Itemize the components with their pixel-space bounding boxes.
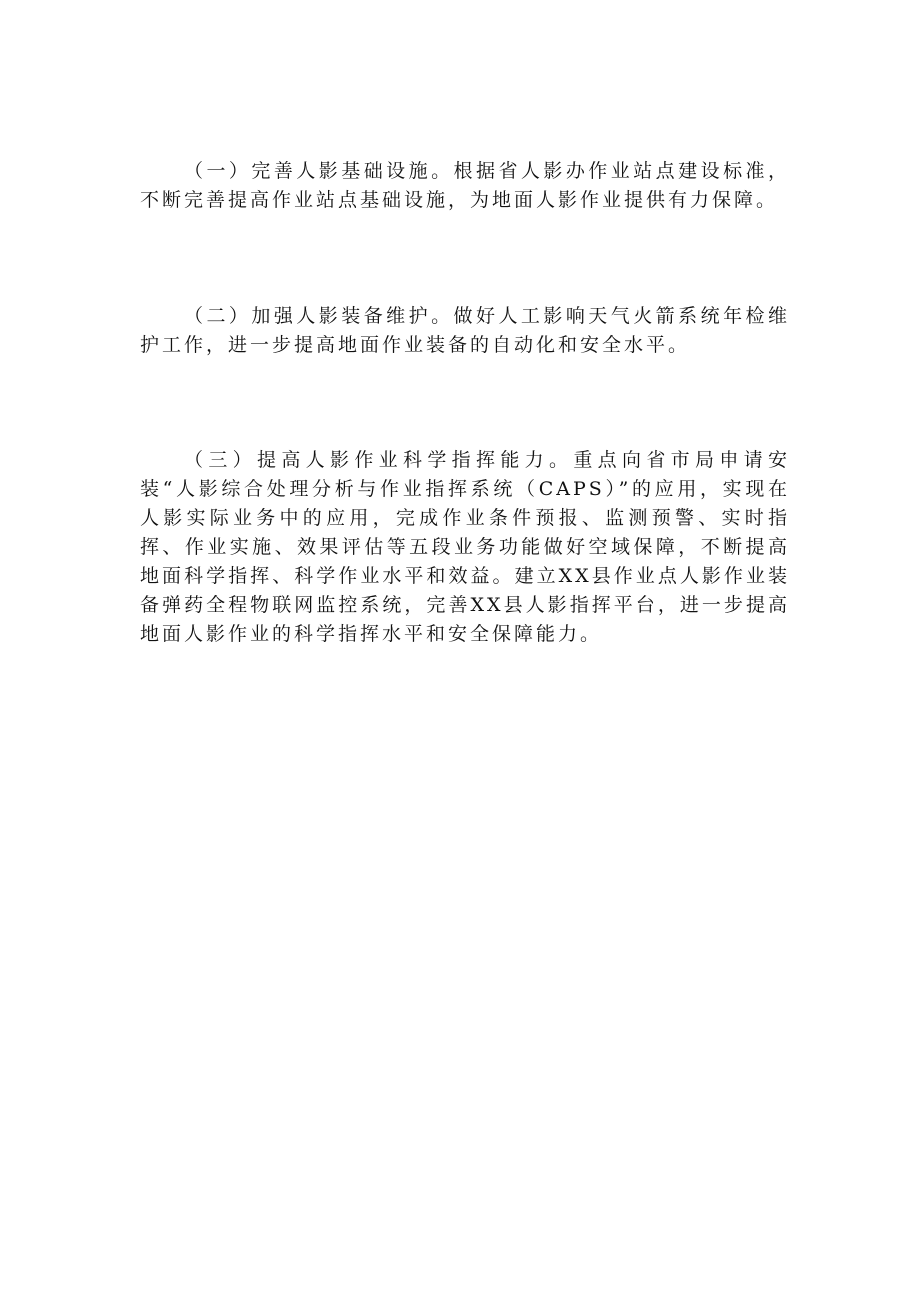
paragraph-equipment-maintenance: （二）加强人影装备维护。做好人工影响天气火箭系统年检维护工作，进一步提高地面作业装备的自动化和安全水平。 — [140, 305, 790, 356]
paragraph-infrastructure: （一）完善人影基础设施。根据省人影办作业站点建设标准，不断完善提高作业站点基础设施，为地面人影作业提供有力保障。 — [140, 160, 790, 211]
paragraph-command-capability: （三）提高人影作业科学指挥能力。重点向省市局申请安装“人影综合处理分析与作业指挥系统（CAPS）”的应用，实现在人影实际业务中的应用，完成作业条件预报、监测预警、实时指挥、作业实施、效果评估等五段业务功能做好空域保障，不断提高地面科学指挥、科学作业水平和效益。建立XX县作业点人影作业装备弹药全程物联网监控系统，完善XX县人影指挥平台，进一步提高地面人影作业的科学指挥水平和安全保障能力。 — [140, 449, 790, 645]
